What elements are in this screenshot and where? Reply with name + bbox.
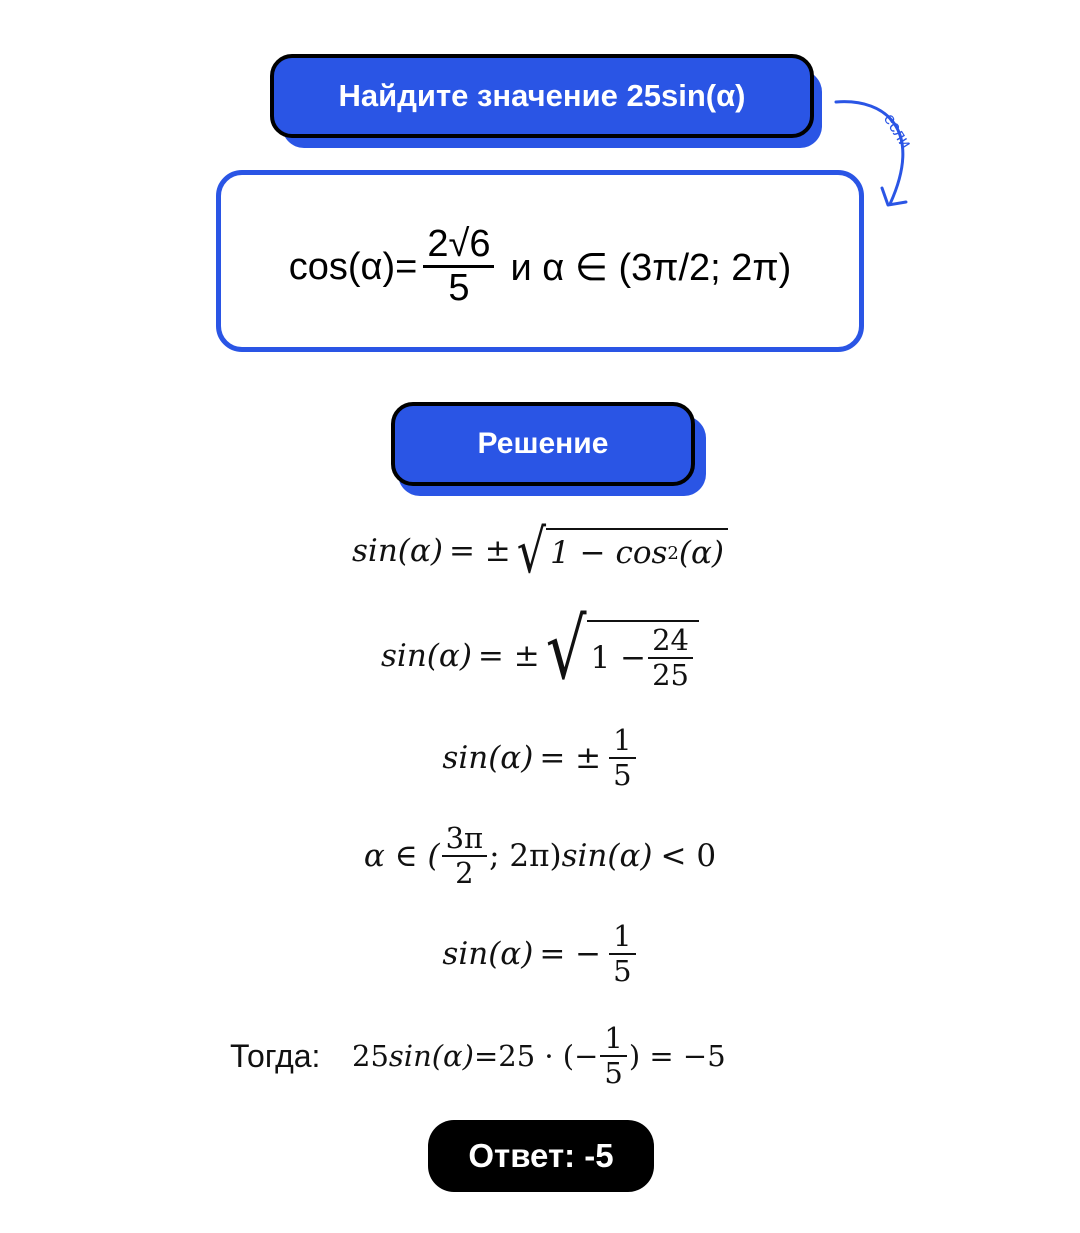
step4-fraction	[444, 822, 486, 891]
condition-expression	[221, 225, 859, 310]
step5-den: 5	[613, 954, 632, 989]
step5-fraction	[611, 920, 633, 989]
step4-den: 2	[455, 856, 474, 891]
step-4	[0, 822, 1080, 891]
step4-post: ; 2π)	[489, 838, 562, 875]
step5-eq: = −	[539, 936, 602, 973]
then-fn: sin(α)	[388, 1039, 474, 1073]
then-mid: =25 · (−	[473, 1039, 599, 1073]
solution-pill	[391, 402, 695, 486]
answer-text: Ответ: -5	[468, 1137, 614, 1174]
step1-lhs: sin(α)	[352, 533, 443, 569]
step3-lhs: sin(α)	[442, 740, 534, 777]
step5-lhs: sin(α)	[442, 936, 534, 973]
sqrt-icon: √	[545, 602, 587, 699]
step1-sup: 2	[667, 542, 679, 564]
answer-badge	[428, 1120, 654, 1192]
then-fraction	[602, 1022, 624, 1091]
step2-den: 25	[652, 658, 689, 693]
cond-prefix: cos(α)=	[288, 245, 418, 288]
condition-box	[216, 170, 864, 352]
step5-num: 1	[613, 919, 632, 953]
step3-eq: = ±	[539, 740, 602, 777]
step4-num: 3π	[445, 821, 484, 855]
sqrt-icon: √	[516, 515, 547, 587]
step4-fn: sin(α)	[561, 838, 653, 875]
solution-label: Решение	[477, 427, 609, 460]
title-pill	[270, 54, 814, 138]
step2-sqrt	[545, 602, 699, 699]
step-3	[0, 724, 1080, 793]
step2-fraction	[650, 624, 691, 693]
step4-rel: < 0	[660, 838, 717, 875]
step-2	[0, 602, 1080, 699]
step2-lhs: sin(α)	[381, 638, 472, 675]
step1-rad-end: (α)	[678, 535, 724, 571]
then-den: 5	[604, 1056, 623, 1090]
step2-eq: = ±	[477, 638, 540, 675]
step2-num: 24	[652, 623, 689, 657]
then-expr: 25	[352, 1039, 389, 1073]
step1-rad: 1 − cos	[550, 535, 668, 571]
cond-frac-num: 2√6	[427, 223, 491, 265]
step2-rad: 1 −	[590, 640, 647, 677]
then-num: 1	[604, 1020, 623, 1055]
step-1	[0, 515, 1080, 587]
then-expression	[352, 1018, 726, 1094]
step3-fraction	[611, 724, 633, 793]
cond-suffix: и α ∈ (3π/2; 2π)	[510, 246, 792, 289]
step-5	[0, 920, 1080, 989]
cond-frac-den: 5	[448, 266, 470, 309]
step3-den: 5	[613, 758, 632, 793]
step4-pre: α ∈ (	[363, 838, 440, 875]
then-label: Тогда:	[230, 1038, 321, 1074]
then-end: ) = −5	[628, 1039, 726, 1073]
title-text: Найдите значение 25sin(α)	[338, 78, 746, 113]
step1-sqrt	[516, 515, 728, 587]
step3-num: 1	[613, 723, 632, 757]
cond-fraction	[423, 225, 494, 310]
step1-eq: = ±	[448, 533, 511, 569]
side-note-text: если	[879, 110, 916, 152]
